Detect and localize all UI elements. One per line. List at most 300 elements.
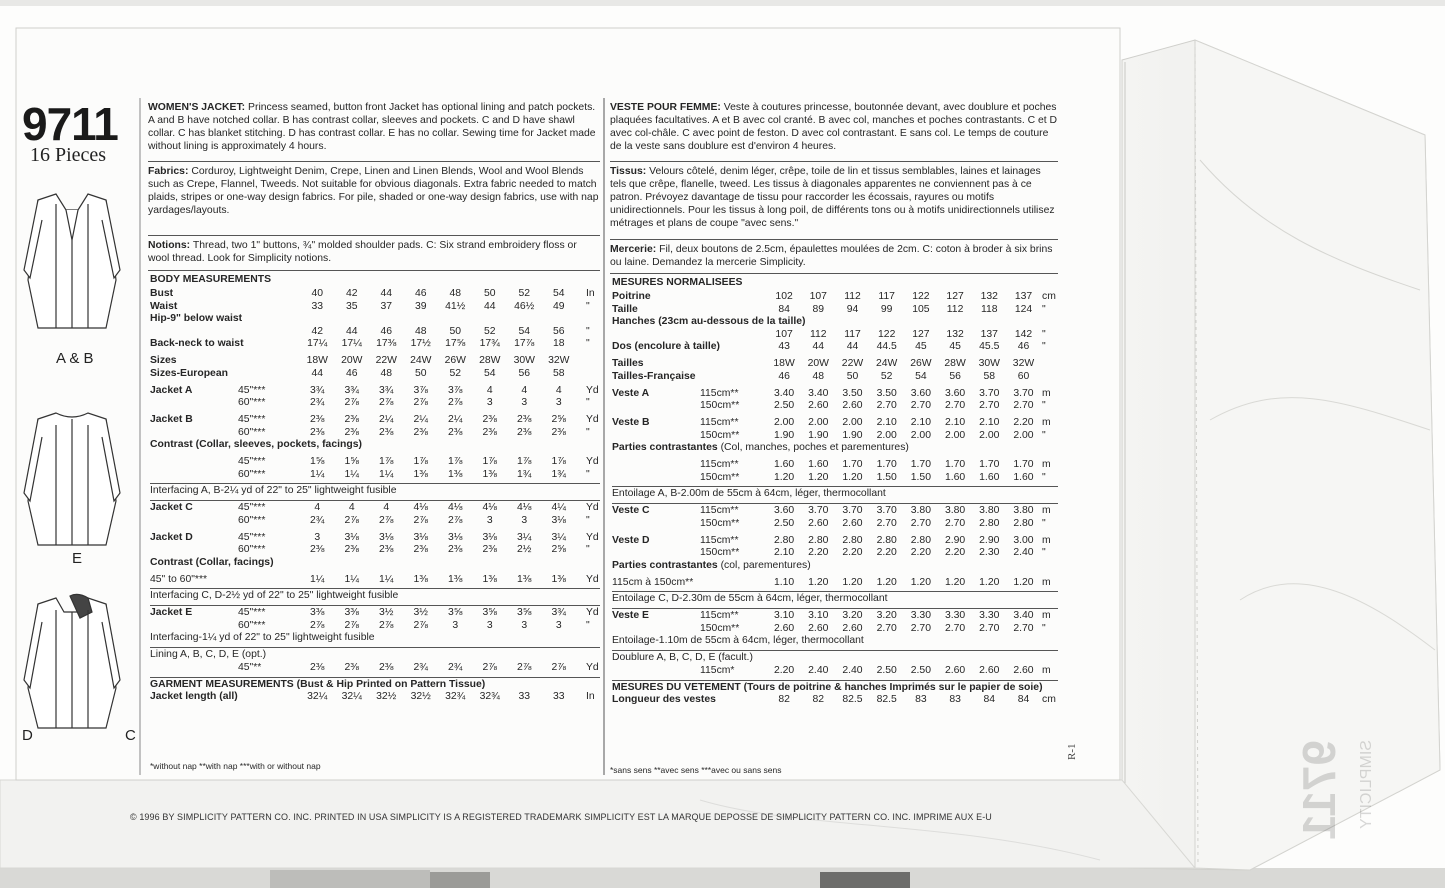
table-cell: 3.30 — [910, 610, 931, 622]
table-cell: 2.00 — [979, 429, 1000, 441]
table-cell: 2.70 — [876, 622, 897, 634]
table-row-label: Veste D — [612, 534, 650, 546]
table-row-label: Interfacing A, B-2¼ yd of 22" to 25" lightweight fusible — [150, 485, 397, 497]
table-unit: " — [1042, 341, 1046, 353]
table-cell: 3⅞ — [413, 384, 428, 396]
table-cell: 3.70 — [876, 505, 897, 517]
table-cell: 1.20 — [808, 576, 829, 588]
table-cell: 2⅞ — [344, 397, 359, 409]
table-row-label: Longueur des vestes — [612, 694, 716, 706]
en-notions-text: Thread, two 1" buttons, ¾" molded shoulder pads. C: Six strand embroidery floss or wool thread. Look for Simplicity notions. — [148, 240, 577, 264]
table-cell: 3⅝ — [482, 607, 497, 619]
table-cell: 122 — [912, 291, 930, 302]
table-row-width: 60"*** — [238, 544, 266, 556]
table-cell: 46½ — [514, 300, 535, 312]
table-cell: 17⅞ — [514, 338, 535, 350]
table-cell: 32½ — [410, 691, 431, 703]
table-cell: 117 — [878, 291, 895, 302]
table-cell: 3.60 — [944, 387, 966, 399]
table-cell: 54 — [518, 325, 531, 337]
table-cell: 2.60 — [773, 622, 795, 634]
table-cell: 24W — [410, 355, 432, 367]
table-cell: 2⅜ — [310, 544, 325, 556]
table-unit: Yd — [586, 456, 599, 467]
table-cell: 46 — [778, 370, 790, 382]
table-cell: 58 — [552, 367, 565, 379]
table-cell: 1¼ — [379, 468, 394, 480]
table-cell: 3¼ — [551, 531, 566, 543]
fr-fabrics-text: Velours côtelé, denim léger, crêpe, toile de lin et tissus semblables, laines et lainages tels que crêpe, flanelle, tweed. Les tissus à diagonales apparentes ne conviennent pas à ce patron. Prévoyez davantage de tissu pour raccorder les écossais, rayures ou motifs unidirectionnels. Pour les tissus à long poil, de différents tons ou à motifs unidirectionnels utilisez métrages et plans de coupe "avec sens." — [610, 166, 1055, 229]
table-cell: 3.80 — [979, 505, 1000, 517]
table-cell: 56 — [518, 367, 531, 379]
table-row-width: 60"*** — [238, 619, 266, 631]
table-cell: 118 — [980, 303, 998, 315]
table-cell: 2¾ — [413, 661, 428, 673]
table-cell: 2.40 — [1013, 547, 1034, 559]
table-cell: 26W — [910, 358, 932, 370]
table-cell: 3⅝ — [517, 607, 532, 619]
table-cell: 48 — [812, 370, 825, 382]
en-notions — [148, 240, 600, 266]
table-cell: 2⅜ — [551, 426, 566, 438]
table-unit: " — [586, 468, 590, 480]
table-cell: 2.60 — [808, 400, 829, 412]
table-unit: In — [586, 288, 595, 299]
table-cell: 2.70 — [876, 400, 897, 412]
fr-fabrics-title: Tissus: — [610, 166, 647, 177]
table-cell: 52 — [880, 370, 893, 382]
table-cell: 1⅞ — [448, 456, 463, 467]
table-unit: m — [1042, 505, 1051, 517]
table-cell: 2⅜ — [482, 544, 497, 556]
table-cell: 1⅜ — [482, 468, 497, 480]
table-cell: 1.20 — [842, 471, 863, 483]
table-cell: 2.50 — [773, 400, 795, 412]
table-cell: 1⅜ — [413, 468, 428, 480]
table-cell: 46 — [414, 288, 427, 299]
table-cell: 3⅜ — [344, 607, 359, 619]
table-cell: 28W — [479, 355, 501, 367]
table-row-label: Back-neck to waist — [150, 338, 244, 350]
table-cell: 2.20 — [910, 547, 931, 559]
table-unit: Yd — [586, 607, 599, 619]
table-row-note: (Col, manches, poches et parementures) — [717, 442, 909, 454]
table-cell: 32¾ — [445, 691, 466, 703]
table-cell: 30W — [513, 355, 535, 367]
table-unit: m — [1042, 610, 1051, 622]
table-cell: 44 — [311, 367, 324, 379]
table-cell: 1⅞ — [482, 456, 497, 467]
table-cell: 2.20 — [876, 547, 897, 559]
jacket-e-drawing — [24, 413, 120, 545]
table-cell: 1.20 — [773, 471, 795, 483]
table-cell: 2⅞ — [344, 619, 359, 631]
table-row-label: Jacket E — [150, 607, 193, 619]
table-cell: 2.20 — [773, 664, 795, 676]
table-cell: 3.10 — [808, 610, 829, 622]
table-cell: 2.70 — [1013, 622, 1034, 634]
table-cell: 1.10 — [773, 576, 795, 588]
table-cell: 2⅞ — [482, 661, 497, 673]
table-cell: 2.10 — [876, 417, 897, 428]
table-cell: 3⅝ — [448, 607, 463, 619]
table-row-label: Hip-9" below waist — [150, 313, 243, 325]
table-row-width: 115cm** — [700, 610, 739, 622]
table-cell: 1.60 — [773, 459, 795, 470]
table-row-note: (col, parementures) — [717, 559, 811, 571]
table-row-width: 45"*** — [238, 502, 266, 514]
table-cell: 127 — [912, 328, 930, 340]
svg-text:SIMPLICITY: SIMPLICITY — [1358, 740, 1375, 829]
table-cell: 2.80 — [876, 534, 897, 546]
table-cell: 2.10 — [979, 417, 1000, 428]
table-row-label: Tailles — [612, 358, 644, 370]
table-cell: 3⅜ — [310, 607, 325, 619]
table-cell: 3½ — [379, 607, 394, 619]
table-cell: 3⅞ — [448, 384, 463, 396]
en-desc-title: WOMEN'S JACKET: — [148, 102, 246, 113]
table-cell: 4 — [314, 502, 321, 514]
table-cell: 1⅝ — [344, 456, 359, 467]
table-cell: 1⅜ — [413, 573, 428, 585]
table-cell: 2.10 — [773, 547, 795, 559]
table-row-label: Sizes-European — [150, 367, 228, 379]
table-cell: 42 — [345, 288, 358, 299]
table-cell: 137 — [980, 328, 998, 340]
table-cell: 3 — [486, 514, 493, 526]
table-cell: 2.70 — [944, 517, 966, 529]
table-cell: 32W — [548, 355, 570, 367]
en-footnote: *without nap **with nap ***with or without nap — [150, 761, 321, 771]
table-cell: 2⅜ — [344, 414, 359, 425]
table-cell: 2⅞ — [379, 514, 394, 526]
table-row-label: MESURES DU VETEMENT (Tours de poitrine & hanches Imprimés sur le papier de soie) — [612, 681, 1043, 693]
table-cell: 4 — [521, 384, 528, 396]
table-cell: 1⅜ — [448, 468, 463, 480]
table-unit: Yd — [586, 502, 599, 514]
table-cell: 105 — [912, 303, 930, 315]
table-cell: 32¼ — [307, 691, 328, 703]
table-cell: 3.20 — [842, 610, 863, 622]
table-cell: 84 — [1017, 694, 1030, 706]
table-cell: 2.20 — [944, 547, 966, 559]
table-cell: 2¾ — [310, 397, 325, 409]
table-cell: 2⅜ — [379, 426, 394, 438]
table-cell: 32¾ — [479, 691, 500, 703]
table-cell: 2.30 — [979, 547, 1000, 559]
table-cell: 2.70 — [944, 400, 966, 412]
table-cell: 2.70 — [944, 622, 966, 634]
table-row-label: Jacket D — [150, 531, 193, 543]
table-cell: 2⅜ — [413, 426, 428, 438]
table-row-label: Contrast (Collar, sleeves, pockets, facings) — [150, 439, 362, 451]
table-cell: 2.60 — [808, 622, 829, 634]
table-cell: 54 — [915, 370, 927, 382]
table-unit: " — [1042, 622, 1046, 634]
table-cell: 2⅜ — [310, 426, 325, 438]
table-cell: 3 — [555, 619, 562, 631]
table-cell: 1¾ — [517, 468, 532, 480]
table-cell: 2⅜ — [379, 661, 394, 673]
table-cell: 132 — [946, 328, 964, 340]
table-cell: 32¼ — [341, 691, 362, 703]
table-cell: 2⅜ — [344, 661, 359, 673]
table-row-label: Veste B — [612, 417, 650, 428]
table-cell: 112 — [809, 328, 827, 340]
table-cell: 3¼ — [517, 531, 532, 543]
table-cell: 3.50 — [876, 387, 897, 399]
table-cell: 1¼ — [379, 573, 394, 585]
table-cell: 2.70 — [876, 517, 897, 529]
table-cell: 37 — [380, 300, 393, 312]
table-row-label: Doublure A, B, C, D, E (facult.) — [612, 652, 753, 664]
table-cell: 2.00 — [944, 429, 966, 441]
view-label-e: E — [72, 550, 83, 567]
table-row-label: Interfacing C, D-2½ yd of 22" to 25" lightweight fusible — [150, 590, 399, 602]
table-cell: 2⅜ — [517, 426, 532, 438]
table-cell: 2¼ — [448, 414, 463, 425]
table-cell: 117 — [844, 328, 861, 340]
table-cell: 2.40 — [842, 664, 863, 676]
table-cell: 4⅛ — [448, 502, 463, 514]
table-unit: Yd — [586, 384, 599, 396]
table-cell: 1⅝ — [310, 456, 325, 467]
table-cell: 1¼ — [344, 468, 359, 480]
table-cell: 2⅞ — [448, 397, 463, 409]
table-cell: 44 — [846, 341, 859, 353]
table-cell: 22W — [375, 355, 397, 367]
table-cell: 1.90 — [773, 429, 795, 441]
table-cell: 122 — [878, 328, 896, 340]
table-cell: 2¾ — [310, 514, 325, 526]
table-cell: 2¾ — [448, 661, 463, 673]
table-cell: 41½ — [445, 300, 466, 312]
table-cell: 2.60 — [979, 664, 1000, 676]
table-row-width: 60"*** — [238, 397, 266, 409]
table-cell: 89 — [812, 303, 825, 315]
table-cell: 2⅞ — [551, 661, 566, 673]
table-cell: 112 — [946, 303, 964, 315]
table-cell: 2⅜ — [310, 661, 325, 673]
fr-description — [610, 102, 1058, 154]
table-cell: 1.70 — [1013, 459, 1034, 470]
table-cell: 4 — [555, 384, 562, 396]
table-cell: 3 — [452, 619, 459, 631]
en-body-measurements-title: BODY MEASUREMENTS — [150, 274, 272, 285]
table-cell: 82.5 — [876, 694, 897, 706]
table-row-label: Contrast (Collar, facings) — [150, 556, 274, 568]
table-unit: " — [586, 426, 590, 438]
table-cell: 2⅜ — [482, 414, 497, 425]
table-cell: 3.70 — [979, 387, 1000, 399]
en-desc-text: Princess seamed, button front Jacket has optional lining and patch pockets. A and B have notched collar. B has contrast collar, sleeves and pockets. C and D have shawl collar. C has blanket stitching. D has contrast collar. E has no collar. Sewing time for Jacket made without lining is approximately 4 hours. — [148, 102, 596, 152]
table-cell: 1¼ — [310, 573, 325, 585]
table-cell: 2.80 — [979, 517, 1000, 529]
table-row-label: Jacket B — [150, 414, 193, 425]
table-unit: " — [1042, 471, 1046, 483]
table-cell: 3.00 — [1013, 534, 1034, 546]
table-unit: Yd — [586, 661, 599, 673]
table-cell: 1⅜ — [482, 573, 497, 585]
table-unit: m — [1042, 387, 1051, 399]
fr-notions-text: Fil, deux boutons de 2.5cm, épaulettes moulées de 2cm. C: coton à broder à six brins ou laine. Demandez la mercerie Simplicity. — [610, 244, 1053, 268]
table-row-label: 45" to 60"*** — [150, 573, 208, 585]
table-unit: m — [1042, 664, 1051, 676]
table-cell: 28W — [944, 358, 966, 370]
table-cell: 30W — [978, 358, 1000, 370]
table-cell: 2.70 — [910, 622, 931, 634]
table-cell: 2.00 — [842, 417, 863, 428]
table-row-width: 115cm** — [700, 459, 739, 470]
table-row-width: 115cm** — [700, 505, 739, 517]
table-row-label: Entoilage-1.10m de 55cm à 64cm, léger, thermocollant — [612, 635, 864, 647]
table-row-label: Waist — [150, 300, 178, 312]
table-cell: 4 — [348, 502, 355, 514]
table-cell: 32W — [1012, 358, 1035, 370]
table-cell: 3.30 — [944, 610, 966, 622]
table-cell: 2.00 — [910, 429, 931, 441]
fr-body-measurements-title: MESURES NORMALISEES — [612, 277, 743, 288]
table-cell: 2.70 — [910, 400, 931, 412]
table-cell: 46 — [345, 367, 358, 379]
table-row-width: 60"*** — [238, 468, 266, 480]
table-cell: 137 — [1014, 291, 1033, 302]
table-cell: 2.40 — [808, 664, 829, 676]
table-cell: 35 — [345, 300, 358, 312]
table-cell: 112 — [844, 291, 861, 302]
table-cell: 2⅜ — [413, 544, 428, 556]
table-row-label: Jacket length (all) — [150, 691, 238, 703]
table-cell: 22W — [841, 358, 864, 370]
table-row-width: 150cm** — [700, 400, 740, 412]
table-cell: 46 — [380, 325, 393, 337]
table-cell: 49 — [552, 300, 565, 312]
table-row-width: 115cm** — [700, 534, 739, 546]
table-cell: 2.60 — [842, 400, 863, 412]
table-cell: 1.20 — [979, 576, 1000, 588]
table-cell: 3.70 — [808, 505, 829, 517]
table-cell: 20W — [807, 358, 829, 370]
table-unit: " — [586, 544, 590, 556]
table-cell: 1.20 — [808, 471, 829, 483]
table-unit: " — [1042, 303, 1046, 315]
fr-footnote: *sans sens **avec sens ***avec ou sans sens — [610, 765, 782, 775]
view-label-c: C — [125, 727, 136, 744]
table-cell: 48 — [414, 325, 427, 337]
table-unit: Yd — [586, 414, 599, 425]
table-row-width: 45"*** — [238, 607, 266, 619]
table-cell: 52 — [518, 288, 531, 299]
table-cell: 1.20 — [910, 576, 931, 588]
table-cell: 1.60 — [1013, 471, 1034, 483]
table-cell: 82.5 — [842, 694, 863, 706]
table-cell: 45 — [915, 341, 927, 353]
table-cell: 132 — [980, 291, 998, 302]
table-cell: 44.5 — [876, 341, 897, 353]
table-cell: 2.60 — [842, 517, 863, 529]
table-row-label: Bust — [150, 288, 174, 299]
fr-notions-title: Mercerie: — [610, 244, 657, 255]
table-cell: 82 — [778, 694, 790, 706]
view-label-ab: A & B — [56, 350, 94, 367]
table-row-label: Veste E — [612, 610, 649, 622]
table-row-label: Entoilage C, D-2.30m de 55cm à 64cm, léger, thermocollant — [612, 593, 888, 605]
table-cell: 2.90 — [979, 534, 1000, 546]
table-cell: 3⅛ — [448, 531, 463, 543]
table-row-label: Taille — [612, 303, 638, 315]
table-cell: 58 — [983, 370, 996, 382]
table-cell: 2.80 — [910, 534, 931, 546]
table-unit: m — [1042, 576, 1051, 588]
table-row-width: 45"*** — [238, 531, 266, 543]
table-row-width: 115cm** — [700, 387, 739, 399]
table-cell: 3 — [314, 531, 321, 543]
table-cell: 94 — [846, 303, 859, 315]
table-cell: 1.20 — [944, 576, 966, 588]
table-cell: 2⅜ — [310, 414, 325, 425]
table-unit: " — [1042, 517, 1046, 529]
table-cell: 1⅜ — [517, 573, 532, 585]
table-cell: 4¼ — [551, 502, 566, 514]
table-unit: " — [1042, 429, 1046, 441]
table-cell: 2⅞ — [413, 397, 428, 409]
table-cell: 2.50 — [910, 664, 931, 676]
table-cell: 3⅛ — [413, 531, 428, 543]
table-cell: 82 — [812, 694, 825, 706]
table-cell: 1.70 — [910, 459, 931, 470]
revision-mark: R-1 — [1066, 743, 1078, 760]
table-row-width: 45"*** — [238, 414, 266, 425]
table-cell: 18W — [773, 358, 795, 370]
table-unit: " — [586, 325, 590, 337]
table-cell: 17⅜ — [376, 338, 397, 350]
table-cell: 102 — [775, 291, 793, 302]
table-cell: 3 — [555, 397, 562, 409]
table-row-label: Entoilage A, B-2.00m de 55cm à 64cm, léger, thermocollant — [612, 488, 886, 500]
table-cell: 24W — [876, 358, 898, 370]
table-row-label: Dos (encolure à taille) — [612, 341, 720, 353]
table-row-label: Parties contrastantes (Col, manches, poches et parementures) — [612, 442, 909, 454]
table-cell: 2⅜ — [379, 544, 394, 556]
fr-desc-title: VESTE POUR FEMME: — [610, 102, 721, 113]
table-cell: 3 — [521, 514, 528, 526]
table-cell: 2.10 — [910, 417, 931, 428]
table-cell: 3½ — [413, 607, 428, 619]
table-cell: 2.70 — [979, 622, 1000, 634]
table-cell: 84 — [983, 694, 996, 706]
table-row-label: Jacket C — [150, 502, 193, 514]
table-cell: 1¾ — [551, 468, 566, 480]
table-cell: 1.70 — [876, 459, 897, 470]
table-cell: 3.40 — [808, 387, 829, 399]
table-cell: 3 — [521, 619, 528, 631]
table-cell: 3.50 — [842, 387, 863, 399]
table-cell: 3.60 — [910, 387, 931, 399]
table-cell: 3.10 — [773, 610, 795, 622]
fr-notions — [610, 244, 1058, 270]
table-cell: 33 — [518, 691, 531, 703]
table-cell: 1⅜ — [551, 573, 566, 585]
table-cell: 54 — [552, 288, 565, 299]
table-cell: 4 — [383, 502, 390, 514]
table-cell: 3 — [521, 397, 528, 409]
table-cell: 33 — [552, 691, 565, 703]
table-row-width: 45"** — [238, 661, 262, 673]
table-cell: 2.50 — [876, 664, 897, 676]
table-cell: 2.80 — [808, 534, 829, 546]
fr-fabrics — [610, 166, 1058, 231]
table-row-width: 60"*** — [238, 514, 266, 526]
